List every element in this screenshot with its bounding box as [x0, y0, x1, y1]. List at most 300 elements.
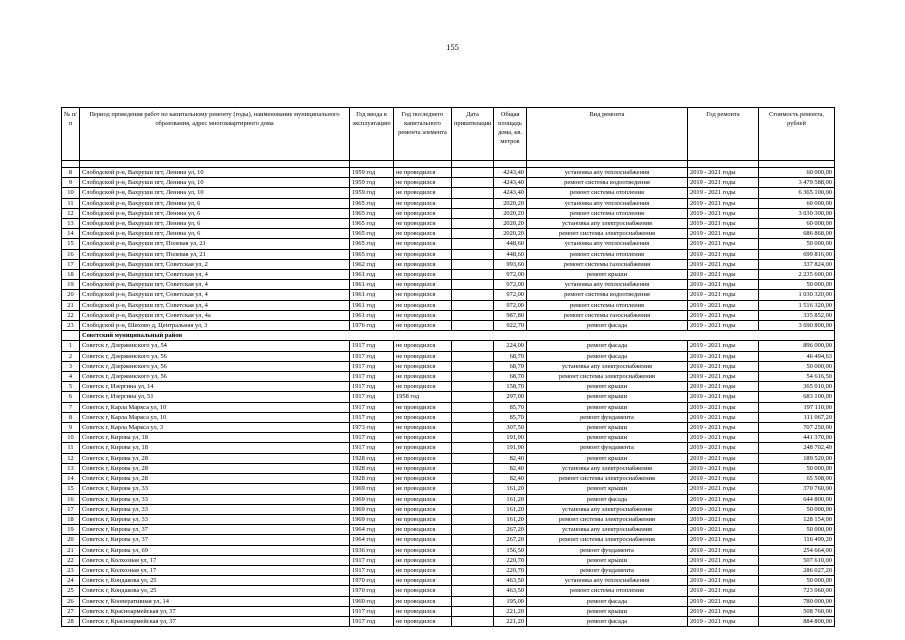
row-area: 191,90	[494, 433, 527, 443]
table-row	[62, 514, 835, 524]
row-repair-year: 2019 - 2021 годы	[688, 514, 759, 524]
row-number: 14	[62, 229, 80, 239]
row-repair-year: 2019 - 2021 годы	[688, 361, 759, 371]
row-cost: 50 000,00	[759, 361, 835, 371]
row-privatization	[452, 178, 494, 188]
row-privatization	[452, 382, 494, 392]
row-privatization	[452, 463, 494, 473]
row-repair-year: 2019 - 2021 годы	[688, 535, 759, 545]
row-number: 28	[62, 616, 80, 626]
row-address: Советск г, Дзержинского ул, 54	[80, 341, 350, 351]
row-last-repair: не проводился	[394, 178, 452, 188]
row-repair-year: 2019 - 2021 годы	[688, 321, 759, 331]
row-privatization	[452, 300, 494, 310]
table-row	[62, 300, 835, 310]
row-address: Советск г, Колхозная ул, 17	[80, 565, 350, 575]
row-address: Советск г, Кирова ул, 33	[80, 484, 350, 494]
row-last-repair: не проводился	[394, 474, 452, 484]
row-number: 14	[62, 474, 80, 484]
row-cost: 3 030 300,00	[759, 208, 835, 218]
row-repair-year: 2019 - 2021 годы	[688, 229, 759, 239]
row-area: 161,20	[494, 494, 527, 504]
table-row	[62, 616, 835, 626]
row-area: 221,20	[494, 616, 527, 626]
page-number: 155	[446, 42, 459, 52]
table-row	[62, 545, 835, 555]
row-address: Советск г, Кирова ул, 33	[80, 514, 350, 524]
table-row	[62, 229, 835, 239]
table-body	[62, 168, 835, 627]
row-commission-year: 1961 год	[350, 300, 394, 310]
row-area: 972,00	[494, 300, 527, 310]
row-address: Слободской р-н, Вахруши пгт, Советская ул, 4	[80, 280, 350, 290]
row-last-repair: не проводился	[394, 412, 452, 422]
row-cost: 365 010,00	[759, 382, 835, 392]
row-privatization	[452, 239, 494, 249]
row-area: 85,70	[494, 412, 527, 422]
row-privatization	[452, 392, 494, 402]
row-repair-kind: ремонт системы отопления	[527, 208, 688, 218]
row-privatization	[452, 361, 494, 371]
row-repair-year: 2019 - 2021 годы	[688, 463, 759, 473]
table-row	[62, 606, 835, 616]
row-cost: 707 250,00	[759, 423, 835, 433]
row-area: 68,70	[494, 351, 527, 361]
row-last-repair: не проводился	[394, 382, 452, 392]
row-area: 195,00	[494, 596, 527, 606]
row-repair-kind: ремонт фундамента	[527, 545, 688, 555]
row-area: 220,70	[494, 555, 527, 565]
table-row	[62, 249, 835, 259]
capital-repair-table	[61, 107, 835, 627]
row-privatization	[452, 290, 494, 300]
row-repair-kind: установка апу электроснабжения	[527, 463, 688, 473]
row-address: Советск г, Кондакова ул, 25	[80, 586, 350, 596]
row-last-repair: не проводился	[394, 188, 452, 198]
row-repair-year: 2019 - 2021 годы	[688, 259, 759, 269]
row-commission-year: 1960 год	[350, 596, 394, 606]
row-area: 68,70	[494, 361, 527, 371]
row-address: Советск г, Карла Маркса ул, 3	[80, 423, 350, 433]
row-last-repair: не проводился	[394, 239, 452, 249]
row-address: Советск г, Изергина ул, 14	[80, 382, 350, 392]
row-number: 10	[62, 188, 80, 198]
row-repair-year: 2019 - 2021 годы	[688, 372, 759, 382]
row-number: 11	[62, 198, 80, 208]
row-repair-year: 2019 - 2021 годы	[688, 198, 759, 208]
row-number: 13	[62, 463, 80, 473]
row-area: 82,40	[494, 474, 527, 484]
row-address: Советск г, Красноармейская ул, 37	[80, 616, 350, 626]
row-cost: 370 760,00	[759, 484, 835, 494]
table-row	[62, 178, 835, 188]
row-repair-kind: установка апу электроснабжения	[527, 361, 688, 371]
row-number: 19	[62, 525, 80, 535]
header-commission-year: Год ввода в эксплуатацию	[350, 108, 394, 161]
row-repair-year: 2019 - 2021 годы	[688, 525, 759, 535]
row-privatization	[452, 586, 494, 596]
row-cost: 189 520,00	[759, 453, 835, 463]
row-area: 161,20	[494, 504, 527, 514]
row-address: Советск г, Кирова ул, 69	[80, 545, 350, 555]
header-privatization: Дата приватизации	[452, 108, 494, 161]
row-privatization	[452, 443, 494, 453]
row-repair-year: 2019 - 2021 годы	[688, 188, 759, 198]
row-cost: 254 664,00	[759, 545, 835, 555]
row-cost: 508 760,00	[759, 606, 835, 616]
row-commission-year: 1917 год	[350, 433, 394, 443]
row-last-repair: не проводился	[394, 341, 452, 351]
row-address: Советск г, Кирова ул, 37	[80, 535, 350, 545]
row-number: 7	[62, 402, 80, 412]
row-address: Слободской р-н, Вахруши пгт, Ленина ул, 10	[80, 178, 350, 188]
row-area: 267,20	[494, 525, 527, 535]
row-number: 4	[62, 372, 80, 382]
row-number: 1	[62, 341, 80, 351]
row-commission-year: 1969 год	[350, 514, 394, 524]
row-number: 23	[62, 321, 80, 331]
row-number: 20	[62, 535, 80, 545]
row-address: Советск г, Дзержинского ул, 56	[80, 372, 350, 382]
row-privatization	[452, 219, 494, 229]
row-address: Слободской р-н, Вахруши пгт, Ленина ул, 10	[80, 168, 350, 178]
row-privatization	[452, 576, 494, 586]
row-privatization	[452, 433, 494, 443]
row-last-repair: не проводился	[394, 494, 452, 504]
row-commission-year: 1965 год	[350, 198, 394, 208]
row-cost: 197 110,00	[759, 402, 835, 412]
row-repair-kind: ремонт фундамента	[527, 565, 688, 575]
row-commission-year: 1970 год	[350, 576, 394, 586]
row-number: 23	[62, 565, 80, 575]
row-number: 8	[62, 168, 80, 178]
row-number: 18	[62, 270, 80, 280]
row-address: Слободской р-н, Вахруши пгт, Ленина ул, 6	[80, 219, 350, 229]
row-cost: 111 067,20	[759, 412, 835, 422]
row-commission-year: 1964 год	[350, 535, 394, 545]
row-address: Советск г, Карла Маркса ул, 10	[80, 402, 350, 412]
row-commission-year: 1970 год	[350, 586, 394, 596]
row-privatization	[452, 504, 494, 514]
section-title: Советский муниципальный район	[80, 331, 835, 341]
row-privatization	[452, 310, 494, 320]
table-row	[62, 474, 835, 484]
row-cost: 50 000,00	[759, 239, 835, 249]
row-privatization	[452, 321, 494, 331]
row-repair-kind: ремонт системы водоотведения	[527, 290, 688, 300]
row-last-repair: не проводился	[394, 463, 452, 473]
table-row	[62, 576, 835, 586]
row-address: Советск г, Кирова ул, 28	[80, 463, 350, 473]
row-number: 21	[62, 545, 80, 555]
row-address: Слободской р-н, Вахруши пгт, Советская ул, 4	[80, 300, 350, 310]
row-cost: 50 000,00	[759, 280, 835, 290]
row-repair-year: 2019 - 2021 годы	[688, 504, 759, 514]
row-repair-kind: ремонт системы электроснабжения	[527, 229, 688, 239]
row-last-repair: не проводился	[394, 504, 452, 514]
row-cost: 116 499,20	[759, 535, 835, 545]
row-last-repair: не проводился	[394, 606, 452, 616]
row-repair-year: 2019 - 2021 годы	[688, 565, 759, 575]
row-commission-year: 1917 год	[350, 361, 394, 371]
row-last-repair: не проводился	[394, 372, 452, 382]
row-commission-year: 1917 год	[350, 555, 394, 565]
row-cost: 1 516 320,00	[759, 300, 835, 310]
row-number: 21	[62, 300, 80, 310]
row-cost: 335 852,00	[759, 310, 835, 320]
row-last-repair: не проводился	[394, 484, 452, 494]
row-address: Слободской р-н, Вахруши пгт, Советская ул, 2	[80, 259, 350, 269]
section-row	[62, 331, 835, 341]
row-area: 221,20	[494, 606, 527, 616]
row-repair-kind: ремонт системы газоснабжения	[527, 310, 688, 320]
row-area: 68,70	[494, 372, 527, 382]
row-repair-kind: ремонт системы водоотведения	[527, 178, 688, 188]
row-address: Слободской р-н, Вахруши пгт, Полевая ул, 21	[80, 249, 350, 259]
row-repair-kind: установка апу теплоснабжения	[527, 576, 688, 586]
row-cost: 60 000,00	[759, 198, 835, 208]
row-number: 6	[62, 392, 80, 402]
row-repair-kind: ремонт фасада	[527, 494, 688, 504]
row-repair-year: 2019 - 2021 годы	[688, 219, 759, 229]
row-number: 18	[62, 514, 80, 524]
row-repair-kind: установка апу теплоснабжения	[527, 239, 688, 249]
row-cost: 686 868,00	[759, 229, 835, 239]
table-row	[62, 443, 835, 453]
row-address: Советск г, Колхозная ул, 17	[80, 555, 350, 565]
row-area: 2020,20	[494, 219, 527, 229]
row-cost: 441 370,00	[759, 433, 835, 443]
row-repair-year: 2019 - 2021 годы	[688, 494, 759, 504]
row-repair-kind: ремонт фасада	[527, 351, 688, 361]
row-commission-year: 1917 год	[350, 616, 394, 626]
row-privatization	[452, 545, 494, 555]
row-cost: 248 702,40	[759, 443, 835, 453]
table-row	[62, 423, 835, 433]
row-privatization	[452, 606, 494, 616]
row-privatization	[452, 616, 494, 626]
row-privatization	[452, 565, 494, 575]
row-repair-year: 2019 - 2021 годы	[688, 596, 759, 606]
row-address: Слободской р-н, Вахруши пгт, Ленина ул, 6	[80, 208, 350, 218]
table-row	[62, 433, 835, 443]
row-number: 15	[62, 239, 80, 249]
row-repair-year: 2019 - 2021 годы	[688, 270, 759, 280]
row-repair-kind: ремонт системы электроснабжения	[527, 535, 688, 545]
row-repair-year: 2019 - 2021 годы	[688, 412, 759, 422]
table-row	[62, 270, 835, 280]
row-repair-year: 2019 - 2021 годы	[688, 290, 759, 300]
row-repair-year: 2019 - 2021 годы	[688, 586, 759, 596]
table-row	[62, 341, 835, 351]
table-row	[62, 463, 835, 473]
row-repair-kind: ремонт системы электроснабжения	[527, 514, 688, 524]
row-commission-year: 1973 год	[350, 423, 394, 433]
row-cost: 54 616,50	[759, 372, 835, 382]
row-area: 82,40	[494, 453, 527, 463]
row-privatization	[452, 198, 494, 208]
table-row	[62, 535, 835, 545]
row-privatization	[452, 270, 494, 280]
row-area: 922,70	[494, 321, 527, 331]
row-number: 10	[62, 433, 80, 443]
row-last-repair: не проводился	[394, 453, 452, 463]
row-commission-year: 1917 год	[350, 412, 394, 422]
row-repair-year: 2019 - 2021 годы	[688, 341, 759, 351]
row-area: 4243,40	[494, 188, 527, 198]
row-cost: 6 365 100,00	[759, 188, 835, 198]
row-repair-year: 2019 - 2021 годы	[688, 208, 759, 218]
table-row	[62, 188, 835, 198]
table-row	[62, 382, 835, 392]
row-area: 156,50	[494, 545, 527, 555]
row-commission-year: 1976 год	[350, 321, 394, 331]
row-last-repair: не проводился	[394, 514, 452, 524]
row-commission-year: 1959 год	[350, 168, 394, 178]
row-last-repair: не проводился	[394, 616, 452, 626]
row-address: Слободской р-н, Вахруши пгт, Ленина ул, 10	[80, 188, 350, 198]
row-area: 158,70	[494, 382, 527, 392]
row-cost: 46 494,63	[759, 351, 835, 361]
header-cost: Стоимость ремонта, рублей	[759, 108, 835, 161]
row-repair-kind: ремонт фасада	[527, 596, 688, 606]
row-area: 972,00	[494, 270, 527, 280]
row-repair-year: 2019 - 2021 годы	[688, 443, 759, 453]
table-row	[62, 290, 835, 300]
row-area: 4243,40	[494, 168, 527, 178]
row-last-repair: не проводился	[394, 219, 452, 229]
table-row	[62, 351, 835, 361]
row-area: 307,50	[494, 423, 527, 433]
row-last-repair: не проводился	[394, 443, 452, 453]
row-area: 993,60	[494, 259, 527, 269]
table-row	[62, 586, 835, 596]
row-commission-year: 1969 год	[350, 504, 394, 514]
row-last-repair: не проводился	[394, 321, 452, 331]
row-cost: 683 100,00	[759, 392, 835, 402]
row-repair-kind: ремонт фасада	[527, 616, 688, 626]
row-privatization	[452, 259, 494, 269]
row-repair-kind: ремонт крыши	[527, 270, 688, 280]
row-repair-kind: ремонт крыши	[527, 392, 688, 402]
row-repair-kind: ремонт крыши	[527, 423, 688, 433]
table-row	[62, 239, 835, 249]
row-repair-kind: ремонт крыши	[527, 555, 688, 565]
row-commission-year: 1965 год	[350, 249, 394, 259]
table-row	[62, 208, 835, 218]
row-last-repair: не проводился	[394, 545, 452, 555]
row-last-repair: не проводился	[394, 249, 452, 259]
row-privatization	[452, 372, 494, 382]
row-last-repair: не проводился	[394, 555, 452, 565]
row-repair-year: 2019 - 2021 годы	[688, 392, 759, 402]
row-area: 161,20	[494, 514, 527, 524]
row-number: 9	[62, 178, 80, 188]
table-row	[62, 168, 835, 178]
row-repair-kind: ремонт системы отопления	[527, 300, 688, 310]
row-address: Советск г, Кирова ул, 33	[80, 494, 350, 504]
row-privatization	[452, 249, 494, 259]
table-row	[62, 555, 835, 565]
row-address: Советск г, Дзержинского ул, 56	[80, 351, 350, 361]
header-repair-year: Год ремонта	[688, 108, 759, 161]
row-cost: 60 000,00	[759, 219, 835, 229]
row-address: Советск г, Красноармейская ул, 37	[80, 606, 350, 616]
row-commission-year: 1959 год	[350, 188, 394, 198]
row-privatization	[452, 402, 494, 412]
row-area: 2020,20	[494, 198, 527, 208]
row-privatization	[452, 484, 494, 494]
row-last-repair: не проводился	[394, 270, 452, 280]
row-number: 25	[62, 586, 80, 596]
row-address: Советск г, Кирова ул, 33	[80, 504, 350, 514]
row-cost: 50 000,00	[759, 463, 835, 473]
row-privatization	[452, 535, 494, 545]
row-repair-year: 2019 - 2021 годы	[688, 402, 759, 412]
row-commission-year: 1928 год	[350, 474, 394, 484]
row-cost: 65 508,00	[759, 474, 835, 484]
row-address: Слободской р-н, Вахруши пгт, Советская ул, 4	[80, 270, 350, 280]
row-last-repair: не проводился	[394, 402, 452, 412]
row-number: 24	[62, 576, 80, 586]
row-number: 8	[62, 412, 80, 422]
row-area: 267,20	[494, 535, 527, 545]
row-area: 4243,40	[494, 178, 527, 188]
row-repair-year: 2019 - 2021 годы	[688, 484, 759, 494]
row-privatization	[452, 229, 494, 239]
row-cost: 723 060,00	[759, 586, 835, 596]
row-privatization	[452, 596, 494, 606]
row-cost: 50 000,00	[759, 504, 835, 514]
row-repair-kind: ремонт системы отопления	[527, 249, 688, 259]
row-number: 5	[62, 382, 80, 392]
table-header-row	[62, 108, 835, 161]
row-commission-year: 1917 год	[350, 372, 394, 382]
row-repair-kind: ремонт крыши	[527, 453, 688, 463]
row-cost: 286 027,20	[759, 565, 835, 575]
row-last-repair: не проводился	[394, 433, 452, 443]
table-row	[62, 453, 835, 463]
row-address: Слободской р-н, Вахруши пгт, Ленина ул, 6	[80, 229, 350, 239]
row-repair-year: 2019 - 2021 годы	[688, 280, 759, 290]
header-address: Период проведения работ по капитальному ремонту (годы), наименование муниципального образования, адрес многоквартирного дома	[80, 108, 350, 161]
table-row	[62, 484, 835, 494]
row-cost: 337 824,00	[759, 259, 835, 269]
row-repair-year: 2019 - 2021 годы	[688, 545, 759, 555]
table-row	[62, 310, 835, 320]
row-number: 16	[62, 494, 80, 504]
row-privatization	[452, 453, 494, 463]
row-commission-year: 1969 год	[350, 494, 394, 504]
row-privatization	[452, 341, 494, 351]
row-area: 448,60	[494, 249, 527, 259]
row-repair-year: 2019 - 2021 годы	[688, 168, 759, 178]
row-cost: 128 154,00	[759, 514, 835, 524]
row-repair-year: 2019 - 2021 годы	[688, 178, 759, 188]
row-commission-year: 1917 год	[350, 565, 394, 575]
row-repair-kind: ремонт фасада	[527, 341, 688, 351]
row-privatization	[452, 188, 494, 198]
row-last-repair: не проводился	[394, 280, 452, 290]
row-last-repair: не проводился	[394, 310, 452, 320]
row-repair-year: 2019 - 2021 годы	[688, 433, 759, 443]
row-repair-kind: ремонт крыши	[527, 382, 688, 392]
row-privatization	[452, 423, 494, 433]
row-privatization	[452, 514, 494, 524]
row-commission-year: 1917 год	[350, 443, 394, 453]
table-row	[62, 372, 835, 382]
row-address: Слободской р-н, Вахруши пгт, Полевая ул, 21	[80, 239, 350, 249]
